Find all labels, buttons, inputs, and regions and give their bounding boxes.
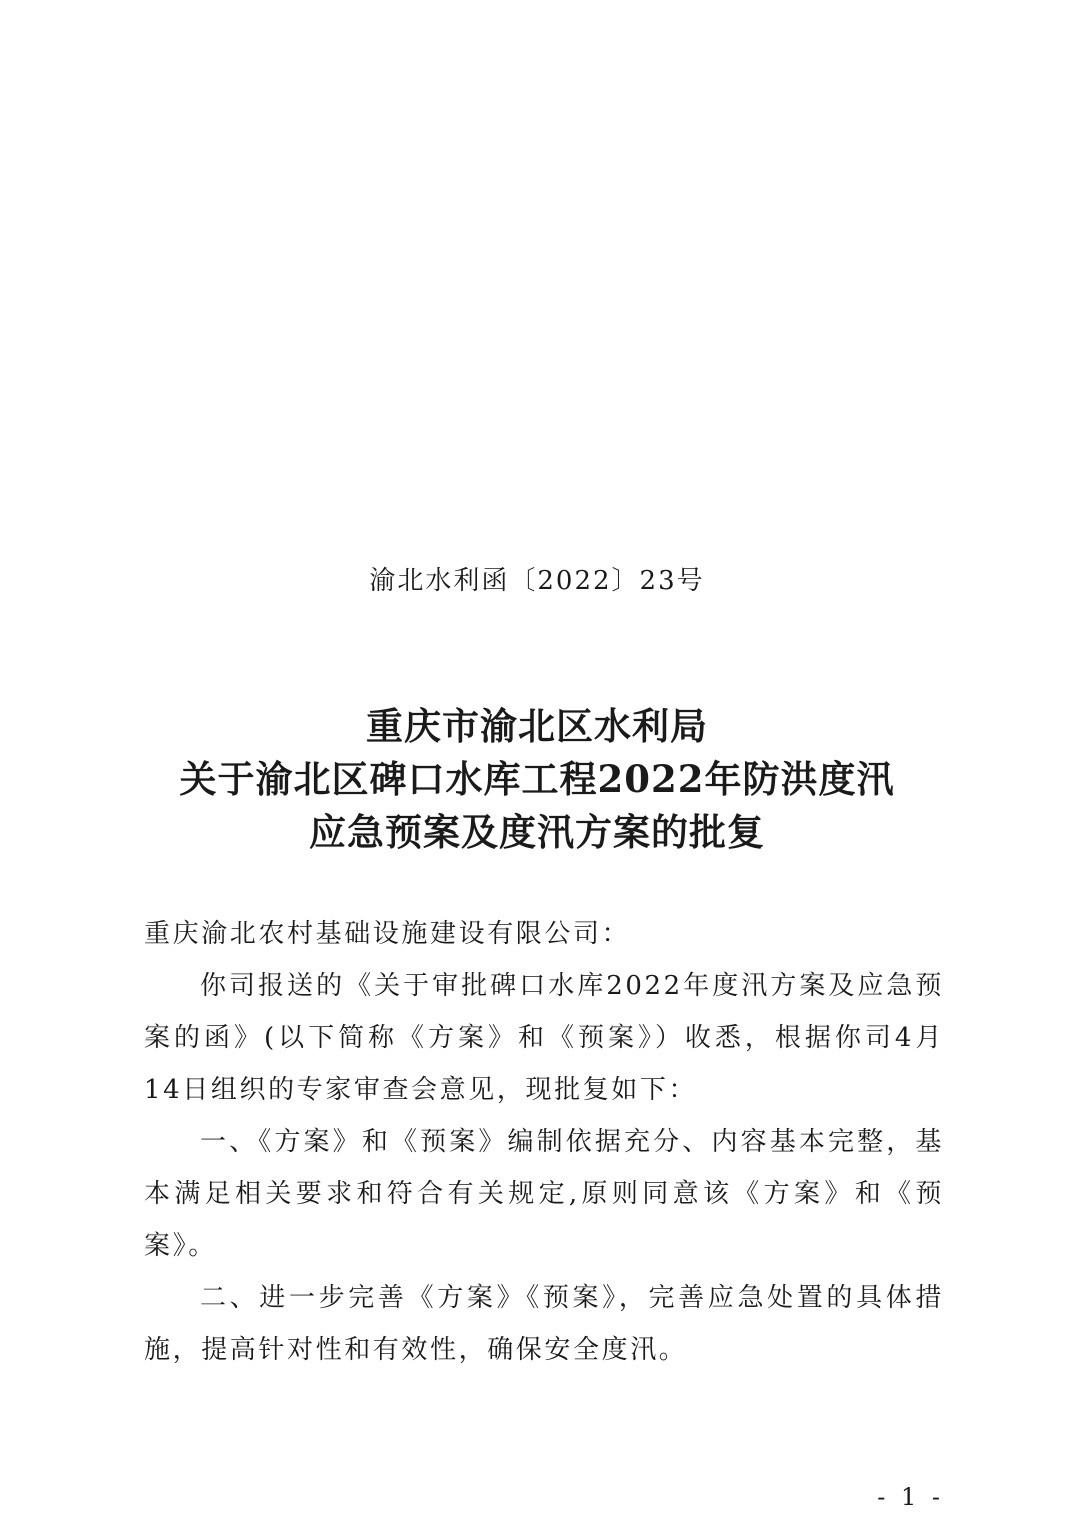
document-number: 渝北水利函〔2022〕23号 <box>369 566 705 596</box>
document-title <box>0 700 1074 859</box>
page-number: - 1 - <box>877 1483 944 1511</box>
title-line-2: 关于渝北区碑口水库工程2022年防洪度汛 <box>179 757 895 801</box>
title-line-1: 重庆市渝北区水利局 <box>366 704 708 748</box>
salutation: 重庆渝北农村基础设施建设有限公司： <box>144 919 631 949</box>
paragraph-item-2: 二、进一步完善《方案》《预案》，完善应急处置的具体措施，提高针对性和有效性，确保安全度汛。 <box>144 1283 944 1365</box>
paragraph-item-1: 一、《方案》和《预案》编制依据充分、内容基本完整，基本满足相关要求和符合有关规定,原则同意该《方案》和《预案》。 <box>144 1127 944 1261</box>
paragraph-intro: 你司报送的《关于审批碑口水库2022年度汛方案及应急预案的函》(以下简称《方案》和《预案》）收悉，根据你司4月14日组织的专家审查会意见，现批复如下： <box>144 971 944 1105</box>
title-line-3: 应急预案及度汛方案的批复 <box>309 810 765 854</box>
document-body <box>144 908 944 1376</box>
